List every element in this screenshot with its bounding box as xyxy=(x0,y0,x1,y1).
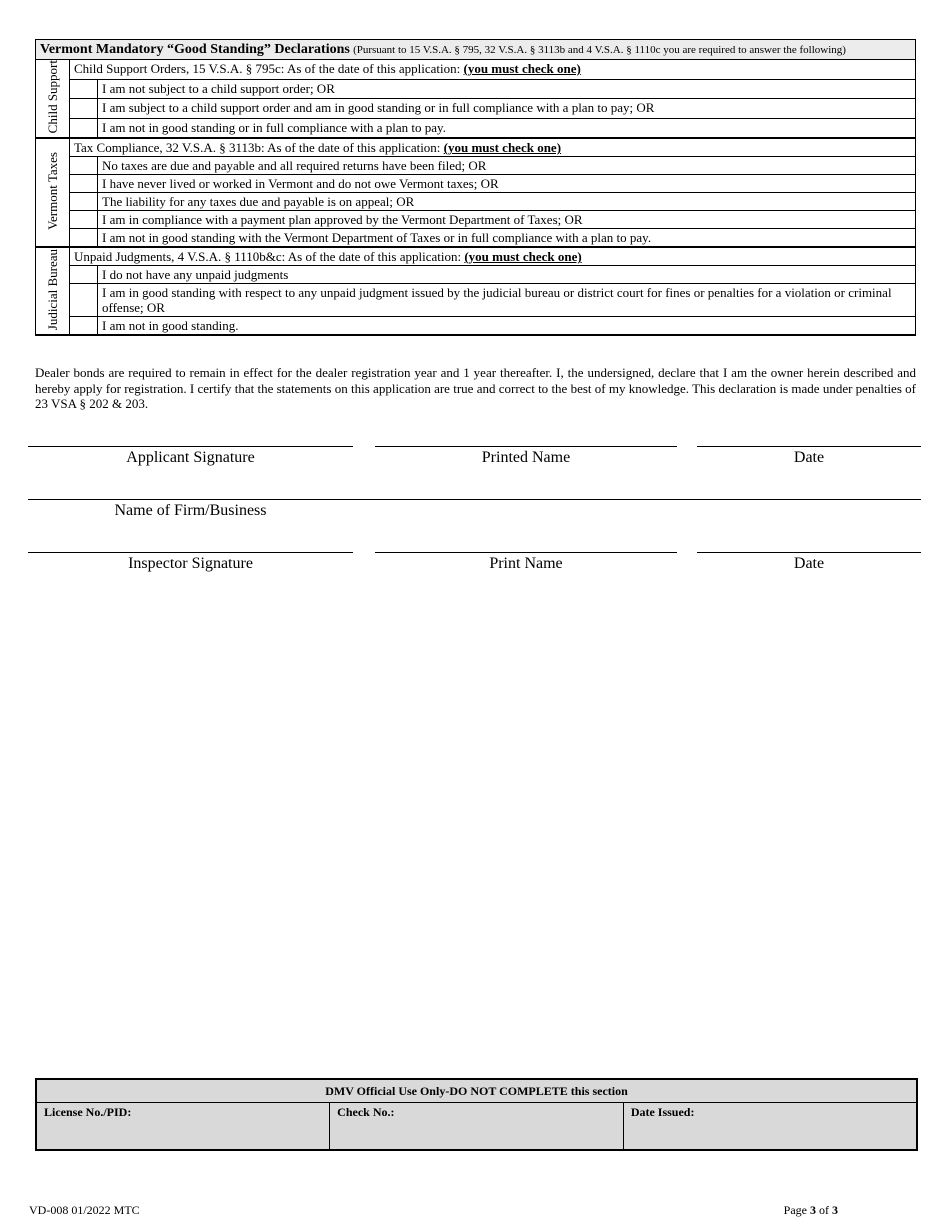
judicial-bureau-checkbox-1[interactable] xyxy=(70,266,98,284)
declarations-header-row xyxy=(36,40,916,60)
must-check-one: (you must check one) xyxy=(463,61,581,76)
judicial-bureau-option-row xyxy=(36,266,916,284)
date-issued-field: Date Issued: xyxy=(623,1103,917,1151)
declarations-note: (Pursuant to 15 V.S.A. § 795, 32 V.S.A. § 3113b and 4 V.S.A. § 1110c you are required to answer the following) xyxy=(353,44,846,56)
vermont-taxes-option-5: I am not in good standing with the Vermont Department of Taxes or in full compliance with a plan to pay. xyxy=(98,229,916,248)
judicial-bureau-option-row xyxy=(36,284,916,317)
vermont-taxes-option-row xyxy=(36,193,916,211)
good-standing-declarations-table xyxy=(35,39,916,336)
vermont-taxes-checkbox-3[interactable] xyxy=(70,193,98,211)
judicial-bureau-option-3: I am not in good standing. xyxy=(98,317,916,336)
child-support-question-row xyxy=(36,60,916,80)
child-support-question: Child Support Orders, 15 V.S.A. § 795c: As of the date of this application: (you must check one) xyxy=(70,60,916,80)
inspector-print-name-line[interactable] xyxy=(375,552,677,553)
judicial-bureau-section-label: Judicial Bureau xyxy=(36,247,70,335)
inspector-date-label: Date xyxy=(793,555,825,572)
applicant-signature-label: Applicant Signature xyxy=(126,449,255,466)
child-support-checkbox-1[interactable] xyxy=(70,79,98,99)
inspector-signature-line[interactable] xyxy=(28,552,353,553)
vermont-taxes-option-row xyxy=(36,157,916,175)
vermont-taxes-option-2: I have never lived or worked in Vermont and do not owe Vermont taxes; OR xyxy=(98,175,916,193)
vermont-taxes-checkbox-2[interactable] xyxy=(70,175,98,193)
date-line[interactable] xyxy=(697,446,921,447)
child-support-section-label: Child Support xyxy=(36,60,70,139)
child-support-option-1: I am not subject to a child support order; OR xyxy=(98,79,916,99)
vermont-taxes-question: Tax Compliance, 32 V.S.A. § 3113b: As of the date of this application: (you must check one) xyxy=(70,138,916,157)
vermont-taxes-checkbox-5[interactable] xyxy=(70,229,98,248)
check-no-field: Check No.: xyxy=(330,1103,624,1151)
child-support-option-row xyxy=(36,118,916,138)
license-pid-field: License No./PID: xyxy=(36,1103,330,1151)
printed-name-line[interactable] xyxy=(375,446,677,447)
judicial-bureau-option-2: I am in good standing with respect to any unpaid judgment issued by the judicial bureau or district court for fines or penalties for a violation or criminal offense; OR xyxy=(98,284,916,317)
vermont-taxes-option-4: I am in compliance with a payment plan approved by the Vermont Department of Taxes; OR xyxy=(98,211,916,229)
child-support-option-2: I am subject to a child support order and am in good standing or in full compliance with a plan to pay; OR xyxy=(98,99,916,119)
firm-name-line[interactable] xyxy=(28,499,921,500)
judicial-bureau-checkbox-2[interactable] xyxy=(70,284,98,317)
owner-declaration-text: Dealer bonds are required to remain in effect for the dealer registration year and 1 year thereafter. I, the undersigned, declare that I am the owner herein described and hereby apply for registration. I certify that the statements on this application are true and correct to the best of my knowledge. This declaration is made under penalties of 23 VSA § 202 & 203. xyxy=(35,365,916,411)
vermont-taxes-option-row xyxy=(36,175,916,193)
judicial-bureau-option-1: I do not have any unpaid judgments xyxy=(98,266,916,284)
vermont-taxes-checkbox-4[interactable] xyxy=(70,211,98,229)
date-label: Date xyxy=(793,449,825,466)
vermont-taxes-option-3: The liability for any taxes due and payable is on appeal; OR xyxy=(98,193,916,211)
form-id: VD-008 01/2022 MTC xyxy=(29,1203,140,1217)
dmv-official-use-table xyxy=(35,1078,918,1151)
vermont-taxes-option-row xyxy=(36,229,916,248)
vermont-taxes-option-row xyxy=(36,211,916,229)
inspector-print-name-label: Print Name xyxy=(489,555,563,572)
judicial-bureau-option-row xyxy=(36,317,916,336)
declarations-title: Vermont Mandatory “Good Standing” Declarations xyxy=(40,42,350,57)
child-support-checkbox-2[interactable] xyxy=(70,99,98,119)
vermont-taxes-option-1: No taxes are due and payable and all required returns have been filed; OR xyxy=(98,157,916,175)
firm-name-label: Name of Firm/Business xyxy=(114,502,267,519)
inspector-date-line[interactable] xyxy=(697,552,921,553)
child-support-option-row xyxy=(36,79,916,99)
must-check-one: (you must check one) xyxy=(464,249,582,265)
must-check-one: (you must check one) xyxy=(443,140,562,156)
vermont-taxes-checkbox-1[interactable] xyxy=(70,157,98,175)
vermont-taxes-question-row xyxy=(36,138,916,157)
child-support-option-3: I am not in good standing or in full compliance with a plan to pay. xyxy=(98,118,916,138)
judicial-bureau-question-row xyxy=(36,247,916,266)
child-support-checkbox-3[interactable] xyxy=(70,118,98,138)
printed-name-label: Printed Name xyxy=(481,449,571,466)
applicant-signature-line[interactable] xyxy=(28,446,353,447)
page-number: Page 3 of 3 xyxy=(783,1203,838,1217)
dmv-official-use-title: DMV Official Use Only-DO NOT COMPLETE this section xyxy=(36,1079,917,1103)
inspector-signature-label: Inspector Signature xyxy=(128,555,253,572)
vermont-taxes-section-label: Vermont Taxes xyxy=(36,138,70,247)
judicial-bureau-checkbox-3[interactable] xyxy=(70,317,98,336)
child-support-option-row xyxy=(36,99,916,119)
judicial-bureau-question: Unpaid Judgments, 4 V.S.A. § 1110b&c: As of the date of this application: (you must check one) xyxy=(70,247,916,266)
